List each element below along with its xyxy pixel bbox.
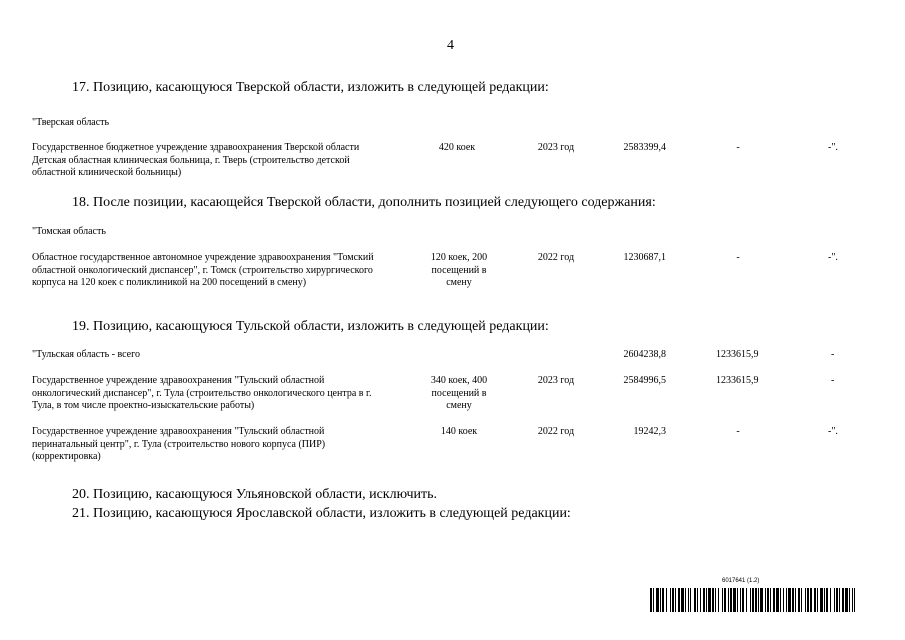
row-tula-onco-amount2: 1233615,9 (716, 375, 759, 386)
row-tula-onco-name: Государственное учреждение здравоохранения "Тульский областной онкологический диспансер", г. Тула (строительство онкологического центра в г. Тула, в том числе проектно-изыскательские работы) (32, 375, 372, 411)
row-tomsk-amount: 1230687,1 (623, 252, 666, 263)
row-tula-perinatal-amount2: - (736, 426, 740, 437)
barcode-number: 6017641 (1.2) (722, 578, 760, 584)
row-tver-amount: 2583399,4 (623, 142, 666, 153)
item-20-heading: 20. Позицию, касающуюся Ульяновской области, исключить. (72, 487, 438, 502)
region-tver: "Тверская область (32, 117, 110, 128)
row-tver-year: 2023 год (537, 142, 575, 153)
barcode-image (650, 588, 858, 612)
row-tver-amount3: -". (828, 142, 838, 153)
row-tula-onco-year: 2023 год (537, 375, 575, 386)
row-tver-capacity: 420 коек (438, 142, 476, 153)
item-19-heading: 19. Позицию, касающуюся Тульской области, изложить в следующей редакции: (72, 319, 549, 334)
region-tula-total: "Тульская область - всего (32, 349, 140, 360)
item-18-heading: 18. После позиции, касающейся Тверской области, дополнить позицией следующего содержания: (72, 195, 656, 210)
row-tula-onco-capacity: 340 коек, 400 посещений в смену (430, 375, 488, 411)
row-tomsk-amount2: - (736, 252, 740, 263)
row-tula-onco-amount: 2584996,5 (623, 375, 666, 386)
row-tver-name: Государственное бюджетное учреждение здравоохранения Тверской области Детская областная клиническая больница, г. Тверь (строительство детской областной клинической больницы) (32, 142, 360, 178)
tula-total-amount3: - (831, 349, 835, 360)
item-17-heading: 17. Позицию, касающуюся Тверской области, изложить в следующей редакции: (72, 80, 549, 95)
row-tomsk-year: 2022 год (537, 252, 575, 263)
row-tomsk-capacity: 120 коек, 200 посещений в смену (430, 252, 488, 288)
row-tula-perinatal-amount3: -". (828, 426, 838, 437)
row-tula-perinatal-amount: 19242,3 (633, 426, 666, 437)
tula-total-amount2: 1233615,9 (716, 349, 759, 360)
row-tver-amount2: - (736, 142, 740, 153)
row-tula-perinatal-year: 2022 год (537, 426, 575, 437)
row-tomsk-amount3: -". (828, 252, 838, 263)
tula-total-amount: 2604238,8 (623, 349, 666, 360)
row-tula-perinatal-capacity: 140 коек (440, 426, 478, 437)
region-tomsk: "Томская область (32, 226, 106, 237)
row-tula-perinatal-name: Государственное учреждение здравоохранения "Тульский областной перинатальный центр", г. Тула (строительство нового корпуса (ПИР) (корректировка) (32, 426, 326, 462)
page-number: 4 (447, 38, 454, 53)
row-tula-onco-amount3: - (831, 375, 835, 386)
row-tomsk-name: Областное государственное автономное учреждение здравоохранения "Томский областной онкологический диспансер", г. Томск (строительство хирургического корпуса на 120 коек с поликлиникой на 200 посещений в смену) (32, 252, 374, 288)
item-21-heading: 21. Позицию, касающуюся Ярославской области, изложить в следующей редакции: (72, 506, 571, 521)
